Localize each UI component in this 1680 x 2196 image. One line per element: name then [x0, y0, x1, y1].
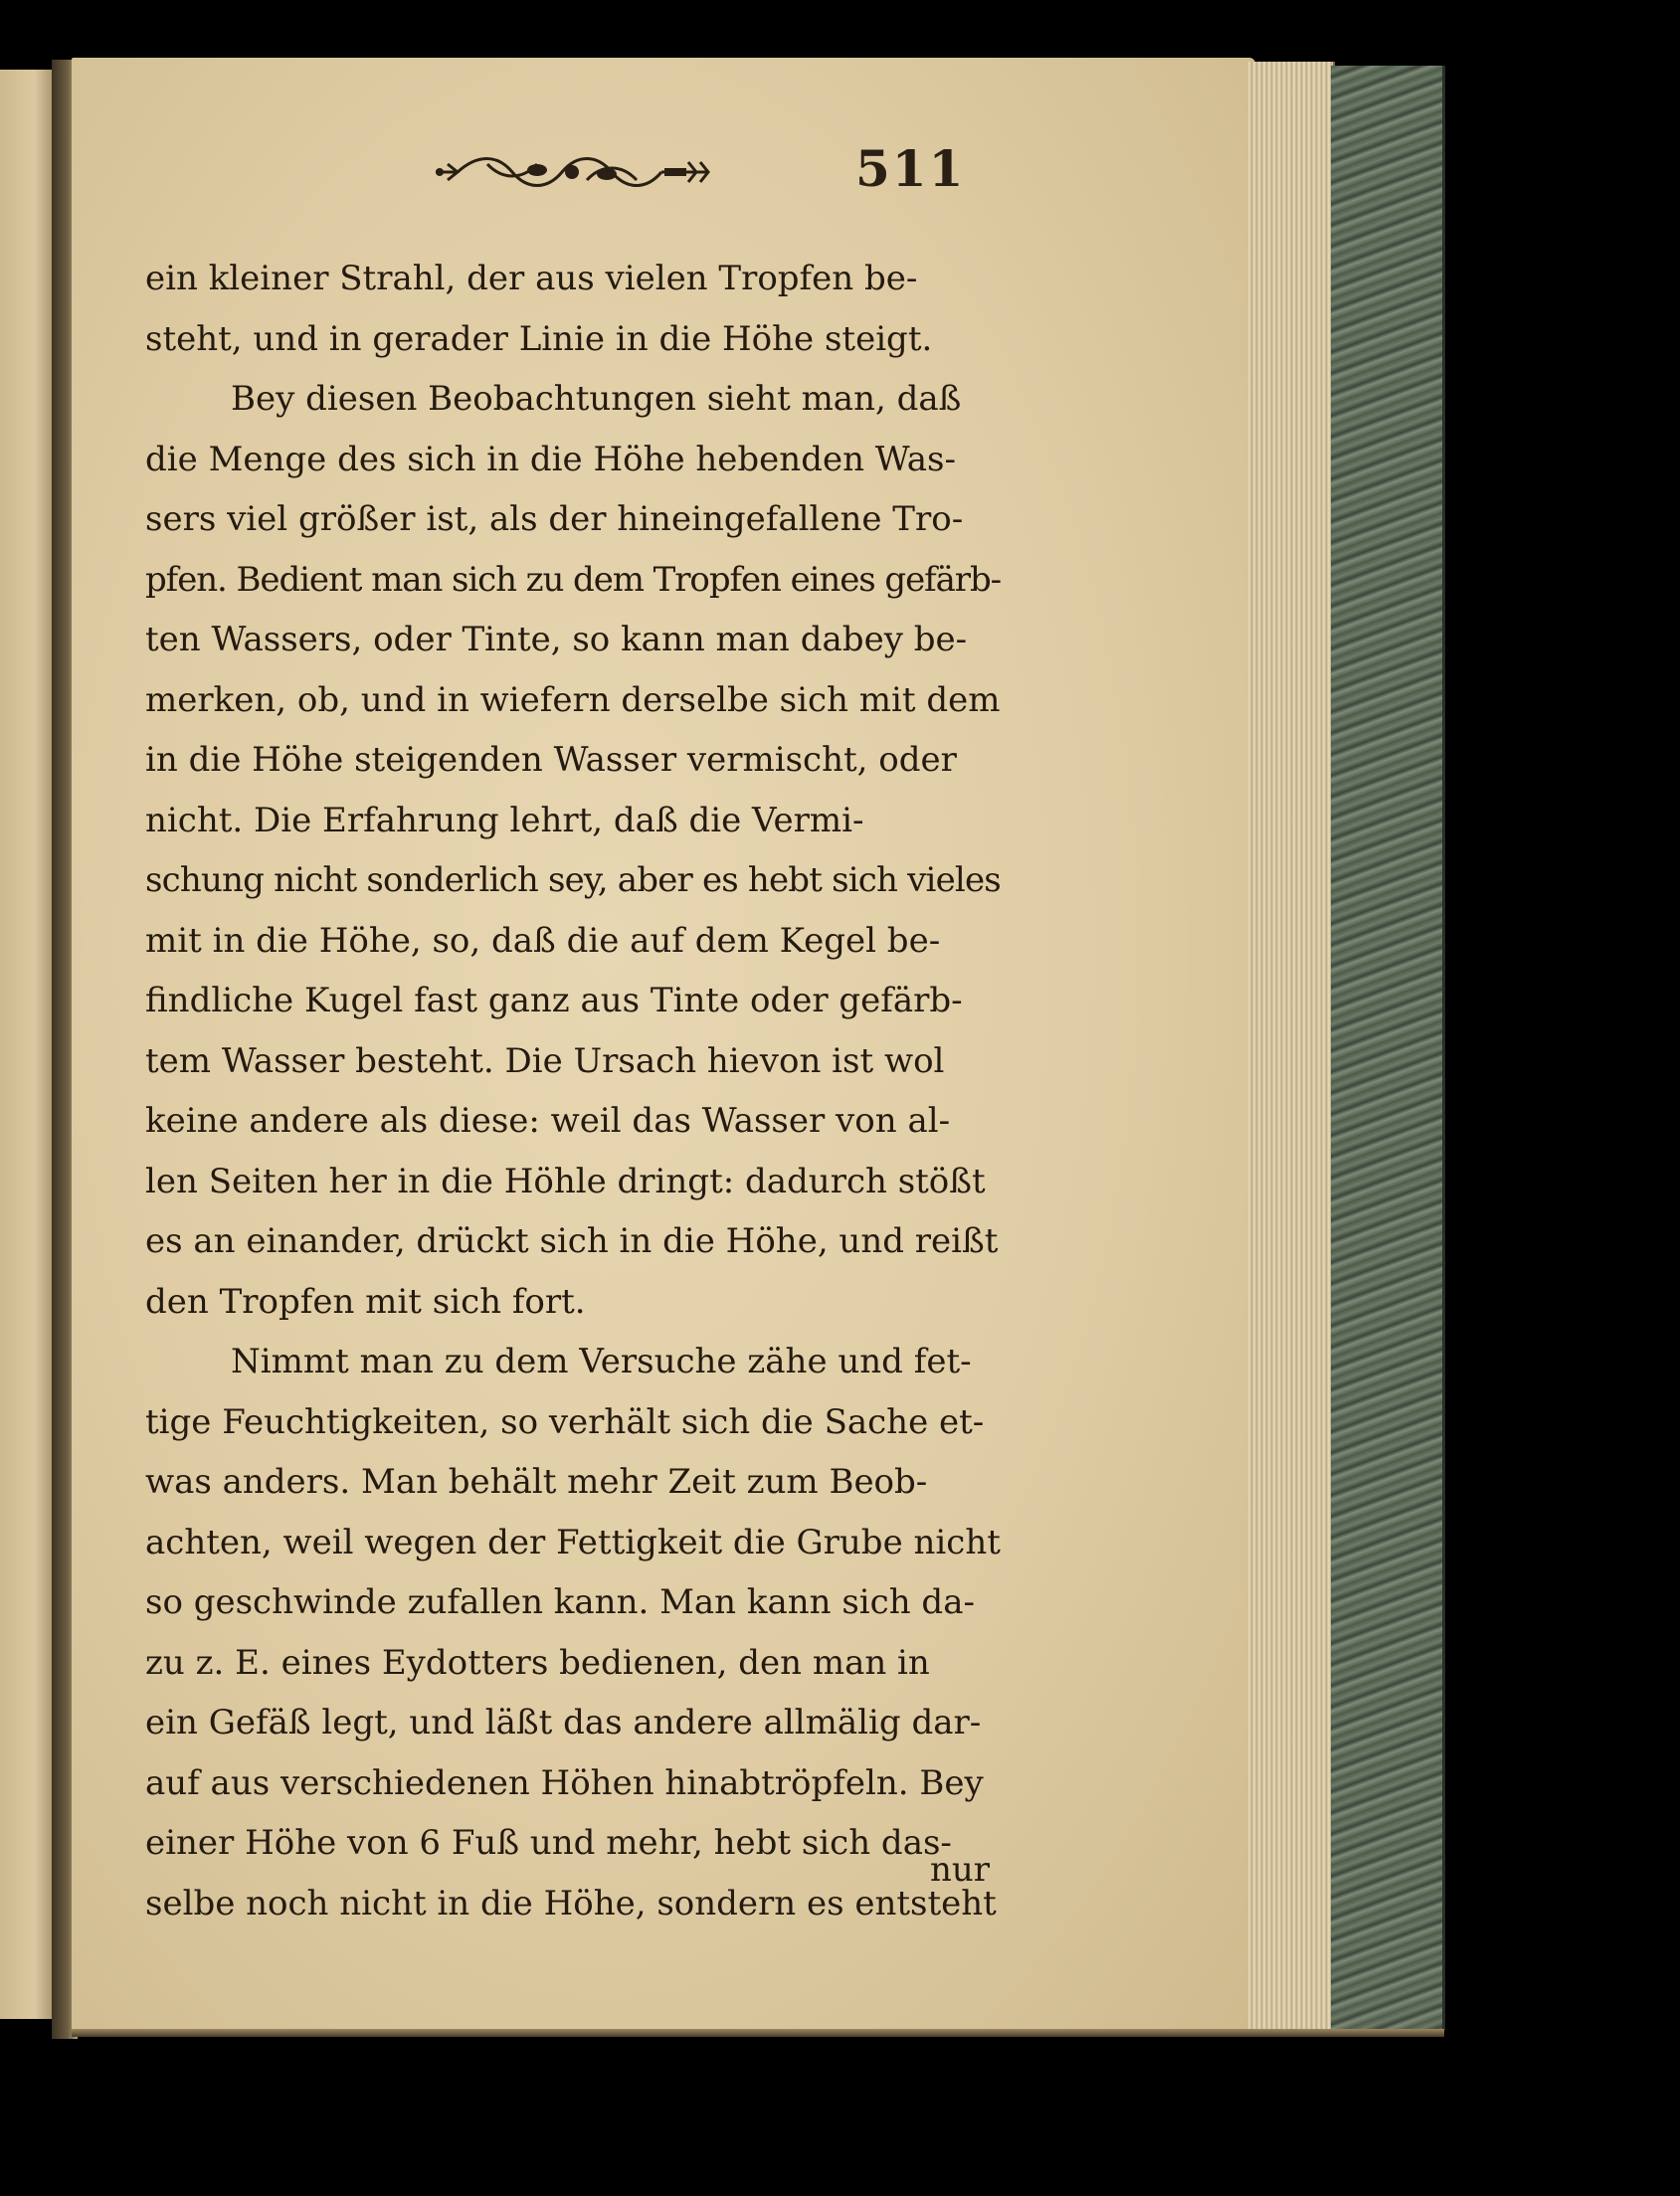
text-line: auf aus verschiedenen Höhen hinabtröpfeln. Bey — [145, 1762, 984, 1803]
marbled-cover-edge — [1331, 66, 1445, 2030]
text-line: len Seiten her in die Höhle dringt: dadurch stößt — [145, 1161, 986, 1201]
text-line: nicht. Die Erfahrung lehrt, daß die Vermi- — [145, 800, 864, 840]
text-line: sers viel größer ist, als der hineingefallene Tro- — [145, 499, 964, 539]
text-line: was anders. Man behält mehr Zeit zum Beob- — [145, 1462, 928, 1502]
left-facing-page-edge — [0, 70, 58, 2019]
text-line: ten Wassers, oder Tinte, so kann man dabey be- — [145, 620, 968, 659]
text-line: Nimmt man zu dem Versuche zähe und fet- — [231, 1342, 972, 1381]
text-line: ein kleiner Strahl, der aus vielen Tropfen be- — [145, 259, 918, 298]
text-line: achten, weil wegen der Fettigkeit die Grube nicht — [145, 1522, 1001, 1562]
text-line: steht, und in gerader Linie in die Höhe steigt. — [145, 318, 933, 359]
text-line: die Menge des sich in die Höhe hebenden Was- — [145, 439, 956, 479]
text-line: selbe noch nicht in die Höhe, sondern es entsteht — [145, 1883, 997, 1923]
catchword: nur — [930, 1850, 991, 1890]
text-line: mit in die Höhe, so, daß die auf dem Kegel be- — [145, 920, 941, 961]
page-bottom-edge — [72, 2029, 1444, 2037]
text-line: einer Höhe von 6 Fuß und mehr, hebt sich das- — [145, 1823, 952, 1863]
page-block-edges — [1248, 62, 1335, 2031]
page-number: 511 — [855, 139, 966, 198]
text-line: pfen. Bedient man sich zu dem Tropfen eines gefärb- — [145, 559, 1002, 600]
text-line: tem Wasser besteht. Die Ursach hievon ist wol — [145, 1040, 945, 1081]
text-line: zu z. E. eines Eydotters bedienen, den man in — [145, 1642, 930, 1683]
text-line: tige Feuchtigkeiten, so verhält sich die Sache et- — [145, 1401, 985, 1442]
text-line: so geschwinde zufallen kann. Man kann sich da- — [145, 1582, 975, 1622]
text-line: ein Gefäß legt, und läßt das andere allmälig dar- — [145, 1703, 982, 1742]
text-line: in die Höhe steigenden Wasser vermischt, oder — [145, 740, 957, 780]
text-line: findliche Kugel fast ganz aus Tinte oder gefärb- — [145, 981, 963, 1020]
text-line: schung nicht sonderlich sey, aber es hebt sich vieles — [145, 860, 1001, 900]
body-text — [145, 249, 1001, 1933]
text-line: den Tropfen mit sich fort. — [145, 1281, 586, 1322]
printers-ornament-icon — [428, 144, 716, 200]
text-line: es an einander, drückt sich in die Höhe, und reißt — [145, 1221, 999, 1261]
text-line: merken, ob, und in wiefern derselbe sich mit dem — [145, 679, 1001, 720]
text-line: keine andere als diese: weil das Wasser von al- — [145, 1101, 951, 1141]
text-line: Bey diesen Beobachtungen sieht man, daß — [231, 379, 962, 419]
